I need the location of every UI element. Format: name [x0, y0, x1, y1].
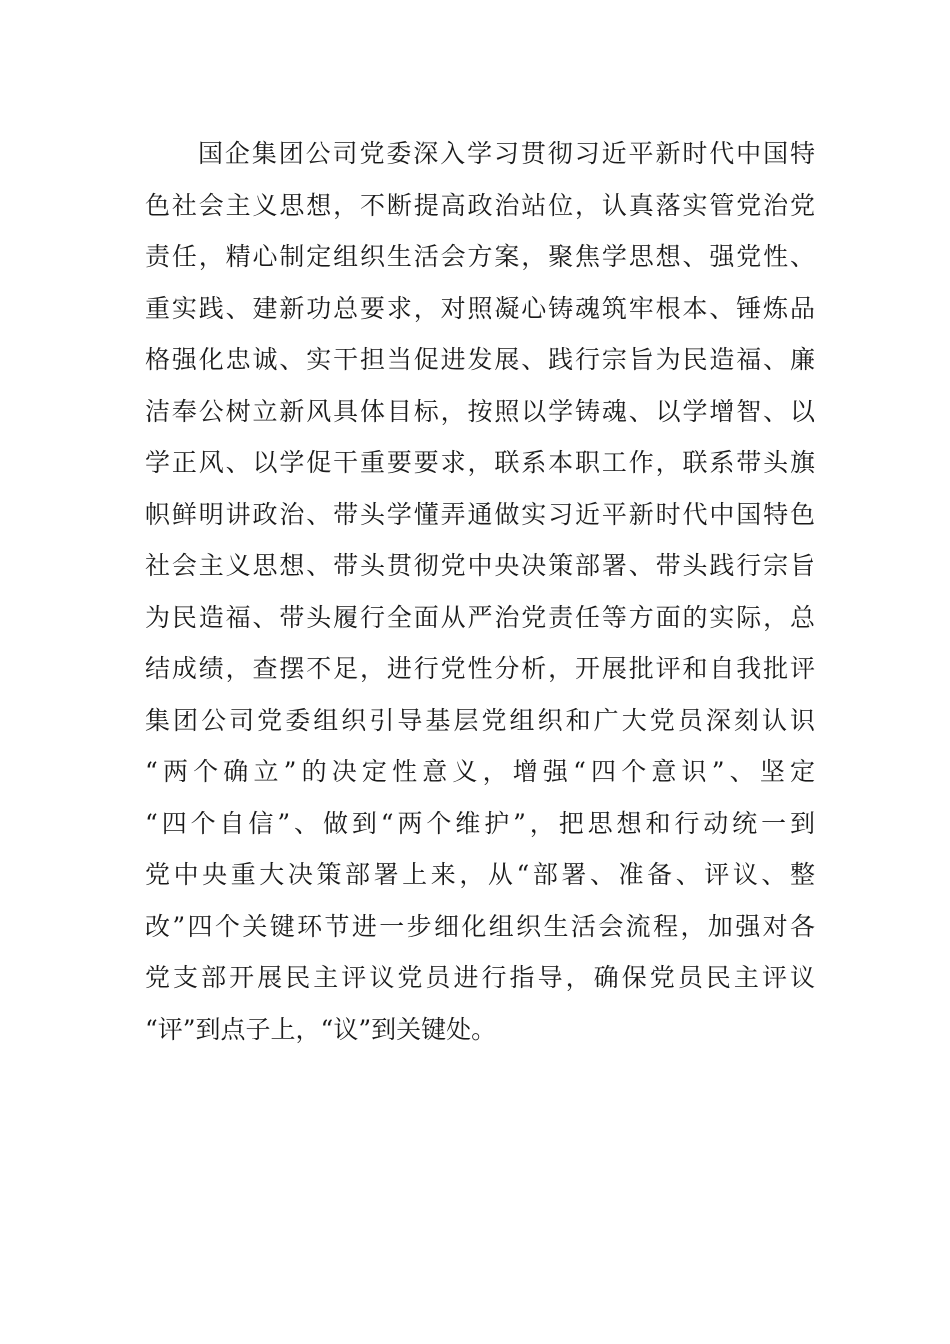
paragraph-line: 集团公司党委组织引导基层党组织和广大党员深刻认识: [145, 705, 815, 735]
paragraph-line: 学正风、以学促干重要要求，联系本职工作，联系带头旗: [145, 448, 815, 477]
paragraph-line: 格强化忠诚、实干担当促进发展、践行宗旨为民造福、廉: [145, 345, 815, 374]
paragraph-line: 色社会主义思想，不断提高政治站位，认真落实管党治党: [145, 190, 815, 220]
paragraph-line: 为民造福、带头履行全面从严治党责任等方面的实际，总: [145, 602, 815, 632]
paragraph-line: “四个自信”、做到“两个维护”，把思想和行动统一到: [145, 808, 815, 838]
paragraph-line: 党中央重大决策部署上来，从“部署、准备、评议、整: [145, 860, 815, 889]
paragraph-line: 国企集团公司党委深入学习贯彻习近平新时代中国特: [198, 139, 815, 168]
paragraph-line: 洁奉公树立新风具体目标，按照以学铸魂、以学增智、以: [145, 396, 815, 426]
paragraph-line: 重实践、建新功总要求，对照凝心铸魂筑牢根本、锤炼品: [145, 293, 815, 323]
paragraph-line: 结成绩，查摆不足，进行党性分析，开展批评和自我批评: [145, 654, 815, 683]
paragraph-line: 帜鲜明讲政治、带头学懂弄通做实习近平新时代中国特色: [145, 499, 815, 529]
paragraph-line: 党支部开展民主评议党员进行指导，确保党员民主评议: [145, 963, 815, 992]
body-paragraph: [145, 128, 815, 1055]
paragraph-line: 改”四个关键环节进一步细化组织生活会流程，加强对各: [145, 911, 815, 941]
paragraph-line: “评”到点子上，“议”到关键处。: [145, 1014, 497, 1044]
paragraph-line: “两个确立”的决定性意义，增强“四个意识”、坚定: [145, 757, 815, 786]
paragraph-line: 社会主义思想、带头贯彻党中央决策部署、带头践行宗旨: [145, 551, 815, 580]
paragraph-line: 责任，精心制定组织生活会方案，聚焦学思想、强党性、: [145, 242, 815, 271]
